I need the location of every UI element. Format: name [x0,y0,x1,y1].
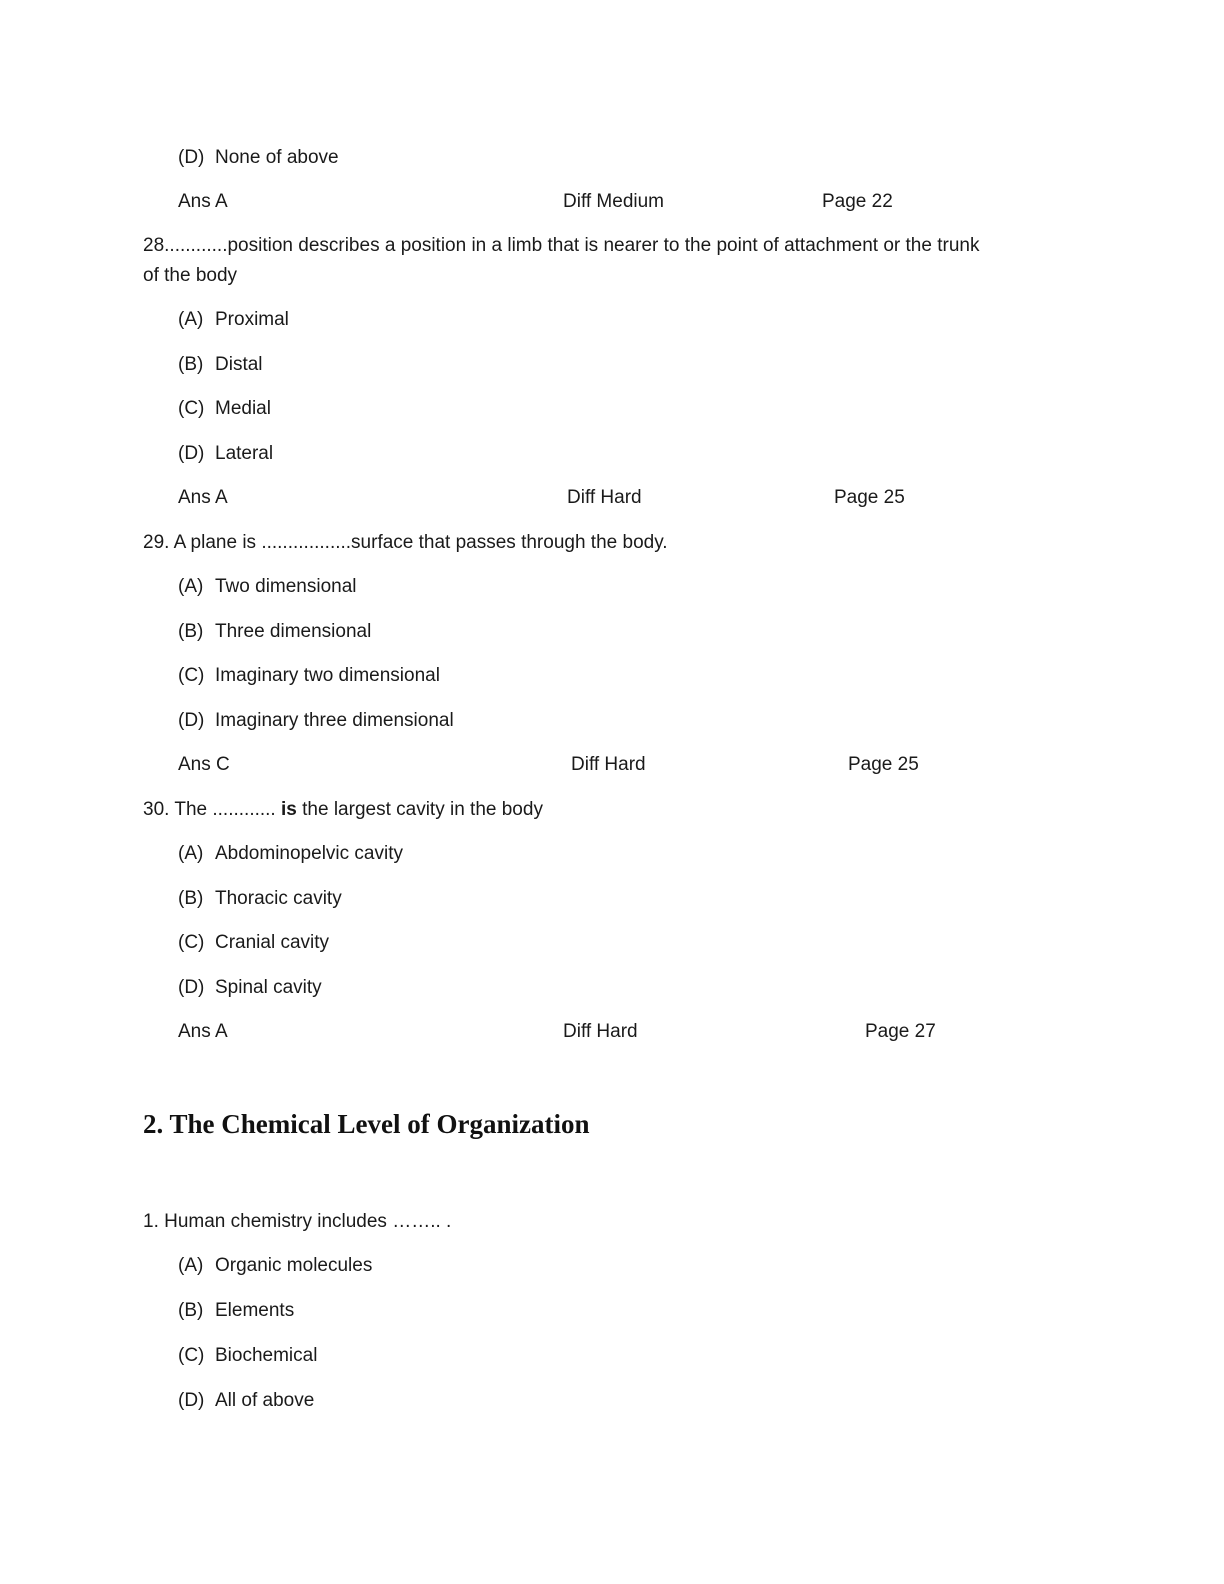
option-label: (B) [178,1300,204,1321]
option-text: Proximal [215,309,289,330]
option-text: Spinal cavity [215,977,322,998]
option-text: None of above [215,147,339,168]
difficulty-label: Diff Medium [563,191,665,212]
page-reference: Page 22 [822,191,893,212]
option-a [178,572,357,602]
option-text: Imaginary two dimensional [215,665,440,686]
answer-label: Ans A [178,487,228,508]
question-30-bold-word: is [281,799,297,820]
option-c [178,394,271,424]
question-28-text: 28............position describes a position in a limb that is nearer to the point of attachment or the trunk [143,235,980,256]
option-label: (A) [178,309,204,330]
option-c [178,661,440,691]
option-text: Cranial cavity [215,932,330,953]
option-b [178,1296,294,1326]
option-b [178,617,371,647]
difficulty-label: Diff Hard [567,487,642,508]
page-reference: Page 25 [834,487,905,508]
option-text: Elements [215,1300,295,1321]
option-text: Distal [215,354,263,375]
option-text: Thoracic cavity [215,888,342,909]
page-reference: Page 25 [848,754,919,775]
option-a [178,839,403,869]
option-text: Two dimensional [215,576,357,597]
question-30-text-start: 30. The ............ [143,799,281,820]
option-d [178,143,339,173]
option-c [178,1341,317,1371]
answer-label: Ans A [178,1021,228,1042]
option-label: (B) [178,354,204,375]
option-text: Three dimensional [215,621,372,642]
answer-label: Ans A [178,191,228,212]
option-label: (D) [178,710,205,731]
difficulty-label: Diff Hard [563,1021,638,1042]
option-label: (C) [178,932,205,953]
option-b [178,350,263,380]
option-d [178,706,454,736]
page-reference: Page 27 [865,1021,936,1042]
question-29-text: 29. A plane is .................surface that passes through the body. [143,532,668,553]
question-30-text [143,795,543,825]
option-label: (C) [178,1345,205,1366]
option-text: Organic molecules [215,1255,373,1276]
option-a [178,305,289,335]
option-text: Medial [215,398,271,419]
option-text: Biochemical [215,1345,318,1366]
option-d [178,973,322,1003]
option-text: Imaginary three dimensional [215,710,454,731]
option-label: (D) [178,977,205,998]
option-text: Lateral [215,443,274,464]
option-a [178,1251,372,1281]
option-label: (C) [178,665,205,686]
option-label: (C) [178,398,205,419]
answer-label: Ans C [178,754,230,775]
question-30-text-end: the largest cavity in the body [296,799,543,820]
option-label: (A) [178,1255,204,1276]
option-d [178,1386,314,1416]
option-label: (D) [178,147,205,168]
option-label: (A) [178,843,204,864]
question-28-text-cont: of the body [143,265,238,286]
question-1-text: 1. Human chemistry includes …….. . [143,1211,452,1232]
option-c [178,928,329,958]
option-label: (D) [178,443,205,464]
option-text: All of above [215,1390,315,1411]
option-b [178,884,342,914]
option-d [178,439,273,469]
chapter-heading: 2. The Chemical Level of Organization [143,1109,590,1139]
option-label: (A) [178,576,204,597]
option-label: (B) [178,888,204,909]
option-label: (D) [178,1390,205,1411]
option-text: Abdominopelvic cavity [215,843,403,864]
difficulty-label: Diff Hard [571,754,646,775]
option-label: (B) [178,621,204,642]
